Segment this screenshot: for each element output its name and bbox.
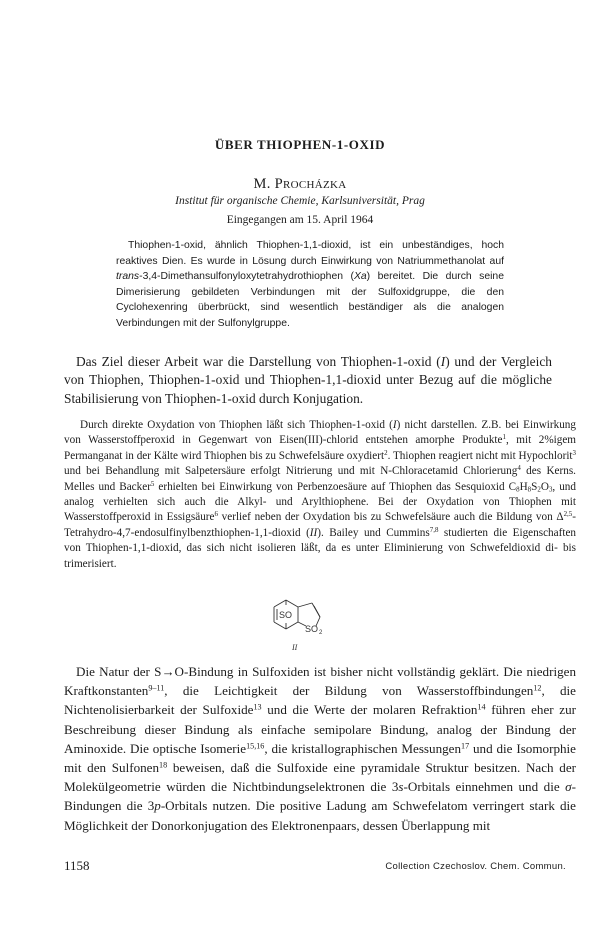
intro-text: Das Ziel dieser Arbeit war die Darstellung von Thiophen-1-oxid ( (76, 354, 441, 369)
citation: 17 (461, 741, 470, 751)
text: -Tetrahydro-4,7-endosulfinylbenzthiophen-1,1-dioxid ( (64, 511, 576, 539)
compound-ref: II (309, 526, 318, 539)
abstract (116, 238, 504, 332)
orbital-italic: p (154, 798, 161, 814)
ring-so2-label: SO (305, 624, 319, 634)
compound-ref: I (440, 354, 446, 369)
compound-ref: I (392, 419, 397, 431)
citation: 18 (159, 760, 168, 770)
formula-text: O (540, 480, 549, 493)
received-date: Eingegangen am 15. April 1964 (226, 214, 374, 226)
citation: 9–11 (148, 683, 165, 693)
abstract-text: -3,4-Dimethansulfonyloxytetrahydrothiophen ( (139, 271, 354, 283)
text: . Thiophen reagiert nicht mit Hypochlorit (387, 449, 573, 462)
delta-superscript: 2,5 (563, 510, 573, 519)
sulfoxide-paragraph (64, 662, 576, 835)
bond (274, 622, 286, 629)
sigma-symbol: σ (565, 779, 572, 795)
abstract-text: ) bereitet. Die durch seine Dimerisierung gebildeten Verbindungen mit der Sulfoxidgruppe, die den Cyclohexenring überbrückt, sind wesentlich beständiger als die analogen Verbindungen mit der Sulfonylgruppe. (116, 271, 504, 329)
bond (274, 600, 286, 607)
citation: 14 (477, 702, 486, 712)
author-name (0, 176, 600, 193)
bond (286, 600, 298, 607)
text: und bei Behandlung mit Salpetersäure erfolgt Nitrierung und mit N-Chloracetamid Chlorierung (64, 465, 518, 478)
text: , die kristallographischen Messungen (264, 740, 462, 756)
author-surname: ROCHÁZKA (282, 179, 347, 191)
abstract-italic-trans: trans (116, 271, 140, 283)
formula-subscript: 3 (548, 485, 553, 493)
intro-paragraph (64, 353, 552, 408)
text: Die Natur der S→O-Bindung in Sulfoxiden ist bisher nicht vollständig geklärt. Die niedrigen Kraftkonstanten (64, 664, 576, 699)
text: und die Werte der molaren Refraktion (261, 702, 478, 718)
text: , die Nichtenolisierbarkeit der Sulfoxide (64, 683, 576, 718)
ring-so2-subscript: 2 (319, 630, 323, 636)
abstract-text: Thiophen-1-oxid, ähnlich Thiophen-1,1-dioxid, ist ein unbeständiges, hoch reaktives Dien. Es wurde in Lösung durch Einwirkung von Natriummethanolat auf (116, 240, 504, 267)
formula-subscript: 2 (537, 485, 541, 493)
citation: 5 (150, 479, 155, 488)
abstract-compound-ref: Xa (353, 271, 367, 283)
article-title: ÜBER THIOPHEN-1-OXID (214, 137, 386, 152)
formula-text: S (531, 480, 538, 493)
structure-drawing (270, 595, 350, 655)
text: , und analog verhielten sich auch die Alkyl- und Arylthiophene. Bei der Oxydation von Thiophen mit Wasserstoffperoxid in Essigsäure (64, 480, 576, 524)
intro-text: ) und der Vergleich von Thiophen, Thiophen-1-oxid und Thiophen-1,1-dioxid unter Bezug auf die mögliche Stabilisierung von Thiophen-1-oxid durch Konjugation. (64, 354, 552, 406)
citation: 4 (517, 464, 521, 473)
bridge-so-label: SO (279, 610, 293, 620)
citation: 3 (572, 449, 577, 457)
text: beweisen, daß die Sulfoxide eine pyramidale Struktur besitzen. Nach der Molekülgeometrie würden die Nichtbindungselektronen die 3 (64, 760, 576, 795)
history-paragraph (64, 418, 576, 572)
text: ). Bailey und Cummins (317, 526, 430, 539)
text: des Kerns. Melles und Backer (64, 465, 576, 493)
citation: 12 (533, 683, 542, 693)
chemical-structure-ii (270, 595, 350, 655)
text: , mit 2%igem Permanganat in der Kälte wird Thiophen bis zu Schwefelsäure oxydiert (64, 434, 577, 462)
page-number: 1158 (64, 858, 90, 873)
text: ) nicht darstellen. Z.B. bei Einwirkung von Wasserstoffperoxid in Gegenwart von Eisen(III)-chlorid entstehen amorphe Produkte (64, 419, 576, 447)
compound-label: II (292, 643, 298, 652)
bond (286, 622, 298, 629)
formula-subscript: 8 (516, 485, 520, 493)
text: Durch direkte Oxydation von Thiophen läßt sich Thiophen-1-oxid ( (80, 419, 393, 431)
text: -Bindungen die 3 (64, 779, 576, 814)
double-bond (314, 606, 320, 617)
citation: 1 (502, 433, 506, 442)
text: erhielten bei Einwirkung von Perbenzoesäure auf Thiophen das Sesquioxid C (154, 480, 517, 493)
citation: 2 (384, 449, 388, 457)
text: -Orbitals nutzen. Die positive Ladung am Schwefelatom verringert stark die Möglichkeit der Donorkonjugation des Elektronenpaars, dessen Überlappung mit (64, 798, 576, 833)
formula-text: H (519, 480, 528, 493)
citation: 6 (214, 510, 218, 519)
text: und die Isomorphie mit den Sulfonen (64, 740, 576, 776)
citation: 7,8 (429, 526, 439, 535)
institute: Institut für organische Chemie, Karlsuniversität, Prag (175, 195, 425, 207)
formula-subscript: 8 (527, 485, 532, 493)
text: führen eher zur Beschreibung dieser Bindung als einfache semipolare Bindung, analog der Bindung der Aminoxide. Die optische Isomerie (64, 702, 576, 756)
text: studierten die Eigenschaften von Thiophen-1,1-dioxid, das sich nicht isolieren läßt, da es unter Eliminierung von Schwefeldioxid di- bis trimerisiert. (64, 526, 577, 570)
journal-name: Collection Czechoslov. Chem. Commun. (385, 861, 566, 872)
citation: 15,16 (246, 741, 265, 751)
citation: 13 (253, 702, 262, 712)
text: verlief neben der Oxydation bis zu Schwefelsäure auch die Bildung von Δ (217, 511, 564, 524)
bond (298, 603, 312, 607)
author-initial: M. P (253, 176, 283, 192)
text: -Orbitals einnehmen und die (403, 779, 566, 795)
orbital-italic: s (398, 779, 404, 795)
text: , die Leichtigkeit der Bildung von Wasserstoffbindungen (164, 683, 534, 699)
